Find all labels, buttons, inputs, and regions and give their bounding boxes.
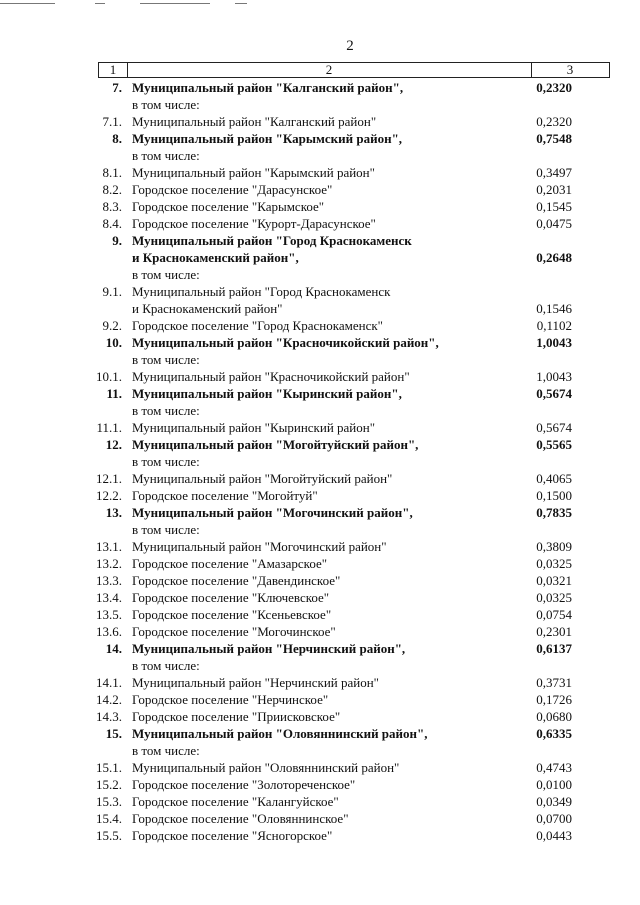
row-name-line: Муниципальный район "Могочинский район" bbox=[132, 539, 387, 554]
row-number: 15.1. bbox=[96, 760, 122, 775]
table-row-district bbox=[0, 725, 640, 759]
row-name bbox=[132, 385, 512, 419]
row-name-line: Муниципальный район "Кыринский район" bbox=[132, 420, 376, 435]
row-number: 8.1. bbox=[102, 165, 122, 180]
row-number: 10. bbox=[105, 335, 122, 350]
table-row-district bbox=[0, 232, 640, 283]
row-name-line: Городское поселение "Оловяннинское" bbox=[132, 811, 349, 826]
row-value: 0,7548 bbox=[536, 131, 572, 146]
row-number: 13.1. bbox=[96, 539, 122, 554]
row-number: 9.2. bbox=[102, 318, 122, 333]
row-name bbox=[132, 810, 512, 827]
row-number: 13.2. bbox=[96, 556, 122, 571]
page-number: 2 bbox=[346, 38, 354, 54]
table-row-district bbox=[0, 504, 640, 538]
row-number: 7.1. bbox=[102, 114, 122, 129]
row-name-line: Муниципальный район "Карымский район", bbox=[132, 131, 403, 146]
table-row-settlement bbox=[0, 317, 640, 334]
row-name bbox=[132, 368, 512, 385]
row-number: 12. bbox=[105, 437, 122, 452]
table-row-settlement bbox=[0, 164, 640, 181]
row-name-line: Муниципальный район "Калганский район", bbox=[132, 80, 404, 95]
row-number: 12.2. bbox=[96, 488, 122, 503]
row-value: 0,4743 bbox=[536, 760, 572, 775]
row-name bbox=[132, 130, 512, 164]
table-row-settlement bbox=[0, 538, 640, 555]
table-row-district bbox=[0, 436, 640, 470]
row-number: 11.1. bbox=[96, 420, 122, 435]
row-name bbox=[132, 691, 512, 708]
row-name bbox=[132, 215, 512, 232]
row-value: 0,2648 bbox=[536, 250, 572, 265]
row-name-line: Городское поселение "Ясногорское" bbox=[132, 828, 333, 843]
row-name bbox=[132, 555, 512, 572]
row-subtitle: в том числе: bbox=[132, 658, 200, 673]
row-value: 0,0349 bbox=[536, 794, 572, 809]
row-value: 0,3731 bbox=[536, 675, 572, 690]
row-name bbox=[132, 708, 512, 725]
row-name-line: Муниципальный район "Оловяннинский район" bbox=[132, 760, 400, 775]
row-value: 0,0325 bbox=[536, 556, 572, 571]
row-name-line: Городское поселение "Калангуйское" bbox=[132, 794, 339, 809]
table-row-settlement bbox=[0, 283, 640, 317]
row-name bbox=[132, 827, 512, 844]
row-number: 8.4. bbox=[102, 216, 122, 231]
row-name-line: Городское поселение "Золотореченское" bbox=[132, 777, 356, 792]
row-number: 9.1. bbox=[102, 284, 122, 299]
row-name bbox=[132, 436, 512, 470]
table-row-settlement bbox=[0, 827, 640, 844]
table-row-settlement bbox=[0, 776, 640, 793]
row-subtitle: в том числе: bbox=[132, 743, 200, 758]
row-number: 13.5. bbox=[96, 607, 122, 622]
row-number: 13.4. bbox=[96, 590, 122, 605]
table-row-settlement bbox=[0, 555, 640, 572]
table-row-settlement bbox=[0, 674, 640, 691]
row-value: 0,2031 bbox=[536, 182, 572, 197]
row-name bbox=[132, 776, 512, 793]
row-name-line: Городское поселение "Амазарское" bbox=[132, 556, 328, 571]
row-name-line: Муниципальный район "Красночикойский район" bbox=[132, 369, 410, 384]
row-value: 0,1500 bbox=[536, 488, 572, 503]
table-row-settlement bbox=[0, 759, 640, 776]
row-name bbox=[132, 589, 512, 606]
row-name bbox=[132, 504, 512, 538]
row-value: 0,4065 bbox=[536, 471, 572, 486]
row-subtitle: в том числе: bbox=[132, 403, 200, 418]
row-subtitle: в том числе: bbox=[132, 522, 200, 537]
header-col-number: 1 bbox=[99, 63, 128, 77]
row-number: 8.3. bbox=[102, 199, 122, 214]
row-name-line: Муниципальный район "Карымский район" bbox=[132, 165, 375, 180]
table-row-settlement bbox=[0, 606, 640, 623]
table-row-settlement bbox=[0, 215, 640, 232]
row-number: 14.1. bbox=[96, 675, 122, 690]
row-value: 0,1545 bbox=[536, 199, 572, 214]
row-number: 10.1. bbox=[96, 369, 122, 384]
row-number: 13.6. bbox=[96, 624, 122, 639]
table-row-district bbox=[0, 640, 640, 674]
row-number: 13. bbox=[105, 505, 122, 520]
row-name-line: Городское поселение "Карымское" bbox=[132, 199, 325, 214]
table-row-settlement bbox=[0, 368, 640, 385]
row-value: 0,0700 bbox=[536, 811, 572, 826]
table-row-settlement bbox=[0, 793, 640, 810]
row-name-line: Муниципальный район "Кыринский район", bbox=[132, 386, 402, 401]
table-header bbox=[98, 62, 610, 78]
row-value: 0,3497 bbox=[536, 165, 572, 180]
row-subtitle: в том числе: bbox=[132, 97, 200, 112]
row-value: 0,5565 bbox=[536, 437, 572, 452]
table-row-settlement bbox=[0, 691, 640, 708]
row-name-line: Муниципальный район "Оловяннинский район", bbox=[132, 726, 428, 741]
row-name bbox=[132, 198, 512, 215]
header-col-value: 3 bbox=[566, 62, 574, 77]
row-value: 0,3809 bbox=[536, 539, 572, 554]
header-col-name: 2 bbox=[127, 63, 532, 77]
table-row-district bbox=[0, 79, 640, 113]
row-value: 0,5674 bbox=[536, 420, 572, 435]
row-number: 15.5. bbox=[96, 828, 122, 843]
table-row-settlement bbox=[0, 810, 640, 827]
row-name-line: Городское поселение "Нерчинское" bbox=[132, 692, 329, 707]
row-name bbox=[132, 181, 512, 198]
row-number: 12.1. bbox=[96, 471, 122, 486]
row-name-line: и Краснокаменский район", bbox=[132, 250, 299, 265]
row-name-line: Муниципальный район "Нерчинский район", bbox=[132, 641, 406, 656]
table-row-settlement bbox=[0, 198, 640, 215]
table-row-settlement bbox=[0, 589, 640, 606]
table-row-settlement bbox=[0, 572, 640, 589]
row-number: 14.2. bbox=[96, 692, 122, 707]
row-number: 13.3. bbox=[96, 573, 122, 588]
row-value: 0,0443 bbox=[536, 828, 572, 843]
row-value: 1,0043 bbox=[536, 369, 572, 384]
table-row-settlement bbox=[0, 419, 640, 436]
row-name bbox=[132, 674, 512, 691]
table-row-district bbox=[0, 334, 640, 368]
row-name-line: Муниципальный район "Нерчинский район" bbox=[132, 675, 379, 690]
row-value: 0,2320 bbox=[536, 80, 572, 95]
row-name-line: Муниципальный район "Могойтуйский район" bbox=[132, 471, 393, 486]
row-value: 0,6335 bbox=[536, 726, 572, 741]
row-number: 8. bbox=[112, 131, 122, 146]
row-name-line: Муниципальный район "Могочинский район", bbox=[132, 505, 413, 520]
row-name-line: Городское поселение "Дарасунское" bbox=[132, 182, 333, 197]
row-number: 8.2. bbox=[102, 182, 122, 197]
row-name bbox=[132, 419, 512, 436]
row-subtitle: в том числе: bbox=[132, 148, 200, 163]
row-subtitle: в том числе: bbox=[132, 352, 200, 367]
row-name bbox=[132, 572, 512, 589]
row-number: 9. bbox=[112, 233, 122, 248]
row-name bbox=[132, 317, 512, 334]
row-number: 15.4. bbox=[96, 811, 122, 826]
row-name-line: Городское поселение "Ксеньевское" bbox=[132, 607, 332, 622]
row-number: 15. bbox=[105, 726, 122, 741]
table-row-settlement bbox=[0, 470, 640, 487]
row-subtitle: в том числе: bbox=[132, 454, 200, 469]
row-value: 0,0325 bbox=[536, 590, 572, 605]
row-name-line: Городское поселение "Могочинское" bbox=[132, 624, 336, 639]
row-name-line: Городское поселение "Могойтуй" bbox=[132, 488, 318, 503]
row-number: 14.3. bbox=[96, 709, 122, 724]
row-number: 7. bbox=[112, 80, 122, 95]
row-name-line: Муниципальный район "Калганский район" bbox=[132, 114, 377, 129]
row-name-line: и Краснокаменский район" bbox=[132, 301, 283, 316]
table-row-settlement bbox=[0, 708, 640, 725]
row-name bbox=[132, 606, 512, 623]
table-row-settlement bbox=[0, 113, 640, 130]
row-subtitle: в том числе: bbox=[132, 267, 200, 282]
row-name bbox=[132, 113, 512, 130]
row-name bbox=[132, 538, 512, 555]
row-name bbox=[132, 79, 512, 113]
row-value: 1,0043 bbox=[536, 335, 572, 350]
row-number: 15.3. bbox=[96, 794, 122, 809]
row-name bbox=[132, 623, 512, 640]
table-row-settlement bbox=[0, 623, 640, 640]
row-name-line: Городское поселение "Ключевское" bbox=[132, 590, 330, 605]
row-value: 0,2301 bbox=[536, 624, 572, 639]
row-value: 0,6137 bbox=[536, 641, 572, 656]
row-name bbox=[132, 232, 512, 283]
row-name-line: Муниципальный район "Могойтуйский район", bbox=[132, 437, 419, 452]
row-name bbox=[132, 725, 512, 759]
scan-artifact-lines bbox=[0, 3, 260, 7]
row-value: 0,5674 bbox=[536, 386, 572, 401]
table-row-settlement bbox=[0, 487, 640, 504]
row-name-line: Муниципальный район "Город Краснокаменск bbox=[132, 284, 391, 299]
row-name-line: Городское поселение "Давендинское" bbox=[132, 573, 341, 588]
row-number: 11. bbox=[106, 386, 122, 401]
row-name-line: Муниципальный район "Красночикойский район", bbox=[132, 335, 439, 350]
table-row-district bbox=[0, 130, 640, 164]
row-name bbox=[132, 334, 512, 368]
row-value: 0,1726 bbox=[536, 692, 572, 707]
table-row-district bbox=[0, 385, 640, 419]
row-name bbox=[132, 487, 512, 504]
row-name bbox=[132, 283, 512, 317]
row-number: 15.2. bbox=[96, 777, 122, 792]
row-value: 0,1546 bbox=[536, 301, 572, 316]
row-name bbox=[132, 470, 512, 487]
table-row-settlement bbox=[0, 181, 640, 198]
row-value: 0,0475 bbox=[536, 216, 572, 231]
row-value: 0,7835 bbox=[536, 505, 572, 520]
row-number: 14. bbox=[105, 641, 122, 656]
row-name-line: Городское поселение "Приисковское" bbox=[132, 709, 341, 724]
row-name bbox=[132, 640, 512, 674]
row-name-line: Муниципальный район "Город Краснокаменск bbox=[132, 233, 412, 248]
row-name-line: Городское поселение "Курорт-Дарасунское" bbox=[132, 216, 376, 231]
row-value: 0,1102 bbox=[536, 318, 572, 333]
row-value: 0,0100 bbox=[536, 777, 572, 792]
table-body bbox=[0, 79, 640, 844]
row-name bbox=[132, 759, 512, 776]
row-value: 0,0680 bbox=[536, 709, 572, 724]
row-value: 0,0321 bbox=[536, 573, 572, 588]
row-name-line: Городское поселение "Город Краснокаменск" bbox=[132, 318, 383, 333]
row-name bbox=[132, 793, 512, 810]
row-value: 0,0754 bbox=[536, 607, 572, 622]
row-value: 0,2320 bbox=[536, 114, 572, 129]
row-name bbox=[132, 164, 512, 181]
